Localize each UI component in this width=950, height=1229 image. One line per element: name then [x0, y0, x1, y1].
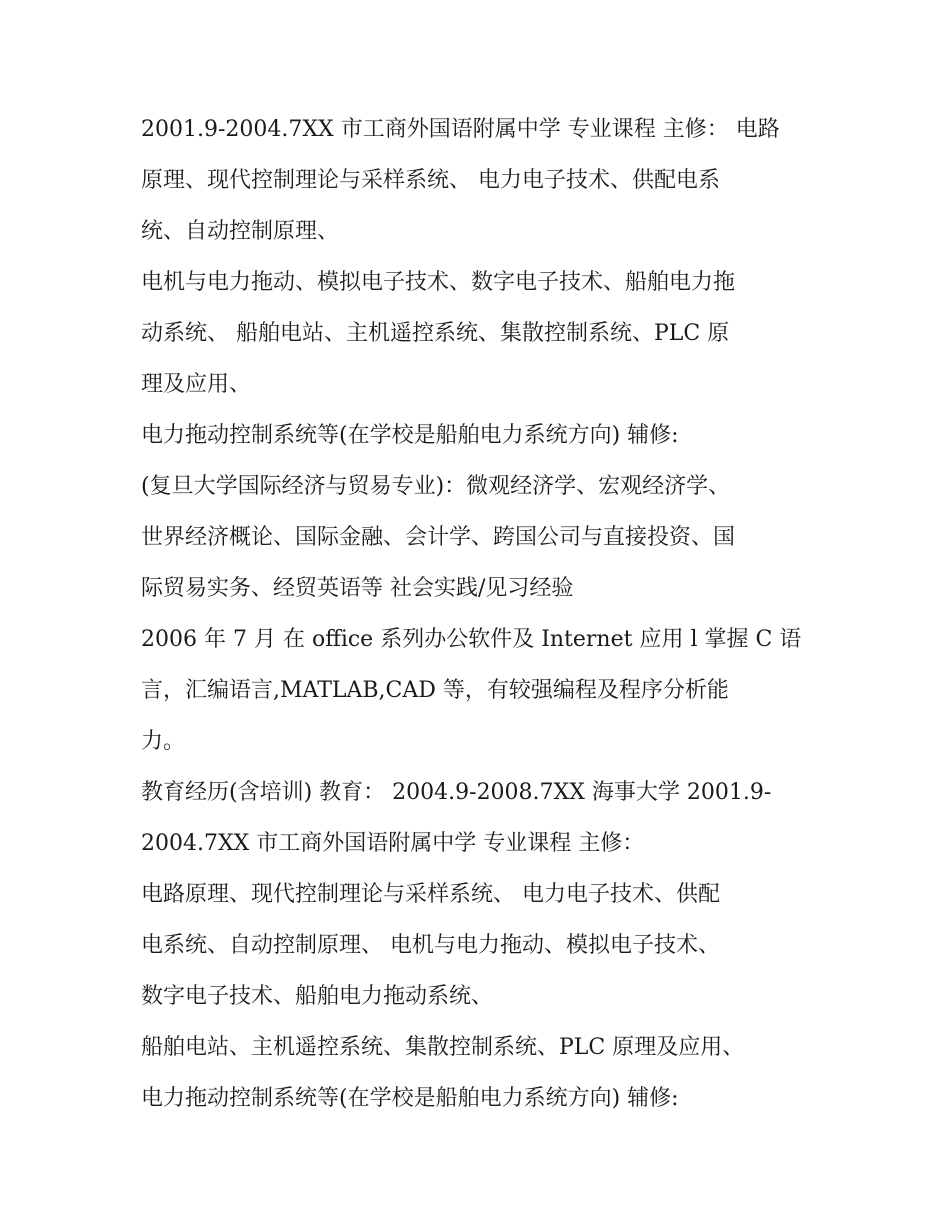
text-line: 电机与电力拖动、模拟电子技术、数字电子技术、船舶电力拖: [141, 270, 736, 295]
text-line: 船舶电站、主机遥控系统、集散控制系统、PLC 原理及应用、: [141, 1035, 745, 1060]
text-line: 2006 年 7 月 在 office 系列办公软件及 Internet 应用 l 掌握 C 语: [141, 627, 802, 652]
text-line: 教育经历(含培训) 教育： 2004.9-2008.7XX 海事大学 2001.9-: [141, 780, 772, 805]
text-line: 电系统、自动控制原理、 电机与电力拖动、模拟电子技术、: [141, 933, 720, 958]
text-line: 统、自动控制原理、: [141, 219, 340, 244]
document-body: [141, 104, 821, 1124]
text-line: 动系统、 船舶电站、主机遥控系统、集散控制系统、PLC 原: [141, 321, 730, 346]
text-line: 电路原理、现代控制理论与采样系统、 电力电子技术、供配: [141, 882, 720, 907]
text-line: 力。: [141, 729, 186, 754]
text-line: 2001.9-2004.7XX 市工商外国语附属中学 专业课程 主修： 电路: [141, 117, 780, 142]
text-line: 电力拖动控制系统等(在学校是船舶电力系统方向) 辅修:: [141, 423, 679, 448]
text-line: 数字电子技术、船舶电力拖动系统、: [141, 984, 494, 1009]
text-line: (复旦大学国际经济与贸易专业)：微观经济学、宏观经济学、: [141, 474, 731, 499]
text-line: 2004.7XX 市工商外国语附属中学 专业课程 主修：: [141, 831, 645, 856]
text-line: 电力拖动控制系统等(在学校是船舶电力系统方向) 辅修:: [141, 1086, 679, 1111]
text-line: 理及应用、: [141, 372, 252, 397]
text-line: 原理、现代控制理论与采样系统、 电力电子技术、供配电系: [141, 168, 720, 193]
text-line: 言，汇编语言,MATLAB,CAD 等，有较强编程及程序分析能: [141, 678, 729, 703]
text-line: 世界经济概论、国际金融、会计学、跨国公司与直接投资、国: [141, 525, 736, 550]
text-line: 际贸易实务、经贸英语等 社会实践/见习经验: [141, 576, 574, 601]
